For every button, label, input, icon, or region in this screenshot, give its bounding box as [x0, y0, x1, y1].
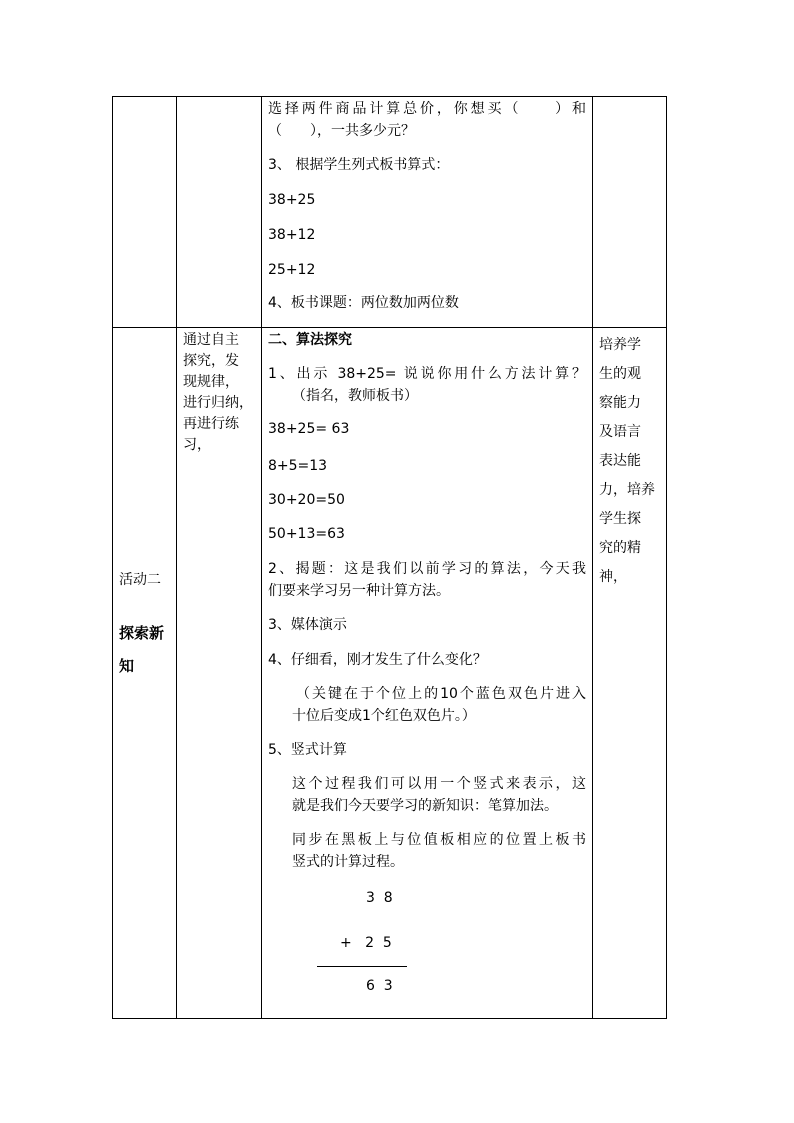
- goal-line: 进行归纳，: [183, 395, 253, 411]
- vertical-calc-result: 6 3: [366, 978, 393, 994]
- content-line: 2、揭题：这是我们以前学习的算法，今天我: [268, 561, 586, 577]
- goal-line: 探究，发: [183, 353, 239, 369]
- content-line: 8+5=13: [268, 458, 328, 474]
- intent-line: 神，: [599, 569, 627, 585]
- content-line: 选择两件商品计算总价，你想买（ ）和: [268, 101, 586, 117]
- section-heading: 二、算法探究: [268, 332, 352, 348]
- goal-line: 通过自主: [183, 332, 239, 348]
- content-line: （关键在于个位上的10个蓝色双色片进入: [296, 686, 586, 702]
- lesson-plan-table: [112, 96, 667, 1019]
- content-line: （指名，教师板书）: [292, 388, 418, 404]
- content-line: 竖式的计算过程。: [292, 854, 404, 870]
- activity-cell: [113, 97, 177, 328]
- intent-line: 学生探: [599, 511, 641, 527]
- intent-line: 培养学: [599, 337, 641, 353]
- intent-cell: [593, 97, 667, 328]
- intent-line: 生的观: [599, 366, 641, 382]
- content-line: 就是我们今天要学习的新知识：笔算加法。: [292, 798, 558, 814]
- activity-title-line: 探索新: [119, 624, 165, 642]
- intent-line: 究的精: [599, 540, 641, 556]
- intent-cell: [593, 328, 667, 1019]
- content-line: 1、出示 38+25= 说说你用什么方法计算？: [268, 366, 586, 382]
- content-line: 4、仔细看，刚才发生了什么变化？: [268, 652, 487, 668]
- goal-cell: [177, 328, 262, 1019]
- content-line: 38+12: [268, 227, 316, 243]
- goal-line: 现规律，: [183, 374, 239, 390]
- goal-line: 再进行练: [183, 416, 239, 432]
- content-line: 38+25= 63: [268, 421, 350, 437]
- content-cell: [262, 97, 593, 328]
- intent-line: 力，培养: [599, 482, 655, 498]
- content-line: 同步在黑板上与位值板相应的位置上板书: [292, 832, 586, 848]
- vertical-calc-top: 3 8: [366, 890, 393, 906]
- content-line: 这个过程我们可以用一个竖式来表示，这: [292, 776, 586, 792]
- content-line: 十位后变成1个红色双色片。）: [292, 708, 476, 724]
- content-line: 5、竖式计算: [268, 742, 347, 758]
- content-line: 25+12: [268, 262, 316, 278]
- content-line: 4、板书课题：两位数加两位数: [268, 295, 459, 311]
- content-line: （ ），一共多少元？: [268, 123, 415, 139]
- activity-title-line: 知: [119, 657, 135, 675]
- table-row: [113, 97, 667, 328]
- content-line: 3、媒体演示: [268, 617, 347, 633]
- content-line: 们要来学习另一种计算方法。: [268, 583, 450, 599]
- vertical-calc-line: [317, 966, 407, 967]
- activity-label: 活动二: [119, 572, 161, 588]
- table-row: [113, 328, 667, 1019]
- goal-line: 习，: [183, 437, 211, 453]
- content-cell: [262, 328, 593, 1019]
- activity-cell: [113, 328, 177, 1019]
- content-line: 30+20=50: [268, 492, 345, 508]
- content-line: 50+13=63: [268, 526, 345, 542]
- goal-cell: [177, 97, 262, 328]
- intent-line: 表达能: [599, 453, 641, 469]
- intent-line: 察能力: [599, 395, 641, 411]
- vertical-calc-addend: + 2 5: [340, 935, 392, 951]
- content-line: 3、 根据学生列式板书算式：: [268, 157, 450, 173]
- intent-line: 及语言: [599, 424, 641, 440]
- content-line: 38+25: [268, 192, 316, 208]
